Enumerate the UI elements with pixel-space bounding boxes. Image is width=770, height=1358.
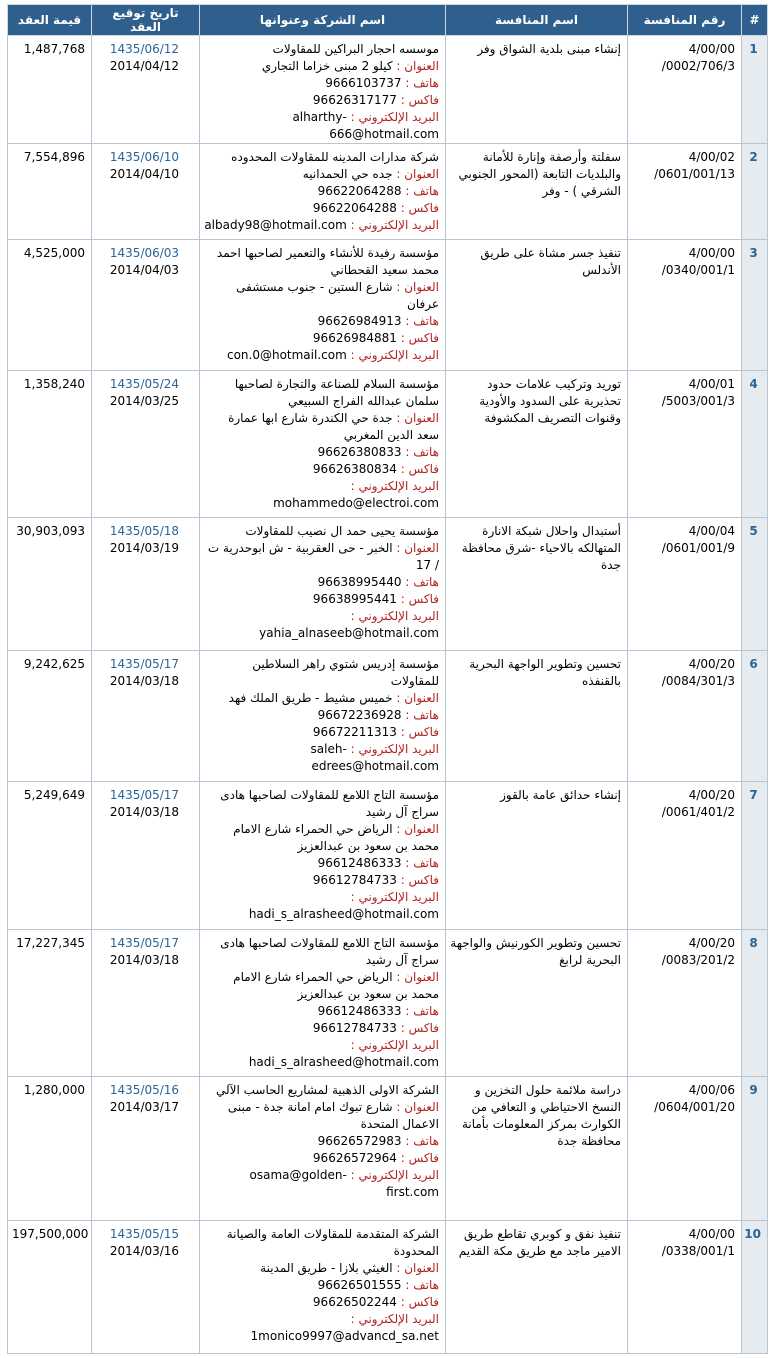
fax-label: فاكس : — [400, 1021, 439, 1035]
company-fax: 96622064288 — [312, 201, 397, 215]
phone-label: هاتف : — [405, 445, 439, 459]
tender-number-cell — [628, 1077, 742, 1221]
email-label: البريد الإلكتروني : — [350, 1038, 439, 1052]
contract-value: 17,227,345 — [8, 930, 92, 1077]
company-fax: 96626502244 — [312, 1295, 397, 1309]
address-label: العنوان : — [396, 970, 439, 984]
tender-number-line: /0601/001/9 — [661, 541, 735, 555]
company-phone: 96672236928 — [317, 708, 402, 722]
company-address: كيلو 2 مبنى خزاما التجاري — [261, 59, 393, 73]
company-fax-line — [204, 1020, 439, 1037]
hijri-date: 1435/06/10 — [109, 150, 180, 164]
tender-name-cell: تنفيذ جسر مشاة على طريق الأندلس — [446, 240, 628, 371]
fax-label: فاكس : — [400, 331, 439, 345]
phone-label: هاتف : — [405, 76, 439, 90]
company-fax: 96626984881 — [312, 331, 397, 345]
company-fax-line — [204, 330, 439, 347]
tender-number-line: 4/00/04 — [688, 524, 735, 538]
table-row — [8, 782, 768, 930]
table-row — [8, 518, 768, 651]
company-fax: 96626380834 — [312, 462, 397, 476]
tender-number-line: 4/00/01 — [688, 377, 735, 391]
tender-number-line: 4/00/00 — [688, 1227, 735, 1241]
company-email[interactable]: mohammedo@electroi.com — [273, 496, 439, 510]
email-label: البريد الإلكتروني : — [350, 742, 439, 756]
row-index: 5 — [742, 518, 768, 651]
table-row — [8, 1077, 768, 1221]
tender-number-line: /0601/001/13 — [654, 167, 735, 181]
company-phone-line — [204, 444, 439, 461]
sign-date-cell — [92, 144, 200, 240]
header-tender-name[interactable]: اسم المنافسة — [446, 5, 628, 36]
fax-label: فاكس : — [400, 93, 439, 107]
fax-label: فاكس : — [400, 462, 439, 476]
company-email[interactable]: 1monico9997@advancd_sa.net — [250, 1329, 439, 1343]
sign-date-cell — [92, 651, 200, 782]
company-fax: 96612784733 — [312, 1021, 397, 1035]
tender-number-line: /0061/401/2 — [661, 805, 735, 819]
table-body — [8, 36, 768, 1354]
fax-label: فاكس : — [400, 873, 439, 887]
hijri-date: 1435/05/16 — [109, 1083, 180, 1097]
company-address-line — [204, 821, 439, 855]
contract-value: 4,525,000 — [8, 240, 92, 371]
company-phone: 96622064288 — [317, 184, 402, 198]
hijri-date: 1435/06/03 — [109, 246, 180, 260]
address-label: العنوان : — [396, 691, 439, 705]
company-phone-line — [204, 1277, 439, 1294]
row-index: 7 — [742, 782, 768, 930]
sign-date-cell — [92, 1077, 200, 1221]
gregorian-date: 2014/04/10 — [109, 167, 180, 181]
table-row — [8, 144, 768, 240]
company-address-line — [204, 166, 439, 183]
company-email[interactable]: albady98@hotmail.com — [204, 218, 347, 232]
gregorian-date: 2014/04/03 — [109, 263, 180, 277]
table-row — [8, 930, 768, 1077]
tender-number-cell — [628, 1221, 742, 1354]
tender-name-cell: دراسة ملائمة حلول التخزين و النسخ الاحتياطي و التعافي من الكوارث بمركز المعلومات بأمانة محافظة جدة — [446, 1077, 628, 1221]
company-email-line — [204, 889, 439, 923]
tender-number-cell — [628, 782, 742, 930]
sign-date-cell — [92, 36, 200, 144]
tender-name-cell: إنشاء حدائق عامة بالقوز — [446, 782, 628, 930]
company-address-line — [204, 410, 439, 444]
company-name: مؤسسة يحيى حمد ال نصيب للمقاولات — [245, 524, 439, 538]
company-cell — [200, 651, 446, 782]
company-email[interactable]: con.0@hotmail.com — [226, 348, 347, 362]
hijri-date: 1435/05/15 — [109, 1227, 180, 1241]
company-email-continued[interactable]: 666@hotmail.com — [329, 127, 439, 141]
row-index: 8 — [742, 930, 768, 1077]
hijri-date: 1435/05/17 — [109, 788, 180, 802]
address-label: العنوان : — [396, 1100, 439, 1114]
company-email-line — [204, 608, 439, 642]
table-row — [8, 651, 768, 782]
gregorian-date: 2014/04/12 — [109, 59, 180, 73]
company-email-line — [204, 1311, 439, 1345]
company-fax-line — [204, 200, 439, 217]
sign-date-cell — [92, 1221, 200, 1354]
company-phone: 96626572983 — [317, 1134, 402, 1148]
company-email[interactable]: -alharthy — [292, 110, 347, 124]
company-phone-line — [204, 75, 439, 92]
company-email-line — [204, 478, 439, 512]
company-email-continued[interactable]: first.com — [386, 1185, 439, 1199]
company-address: خميس مشيط - طريق الملك فهد — [228, 691, 393, 705]
tender-name-cell: إنشاء مبنى بلدية الشواق وفر — [446, 36, 628, 144]
phone-label: هاتف : — [405, 575, 439, 589]
tender-name-cell: تحسين وتطوير الكورنيش والواجهة البحرية لرابغ — [446, 930, 628, 1077]
company-phone: 96638995440 — [317, 575, 402, 589]
tender-number-line: /0340/001/1 — [661, 263, 735, 277]
company-name: الشركة الاولى الذهبية لمشاريع الحاسب الآلي — [215, 1083, 439, 1097]
email-label: البريد الإلكتروني : — [350, 218, 439, 232]
company-email[interactable]: yahia_alnaseeb@hotmail.com — [259, 626, 439, 640]
table-row — [8, 1221, 768, 1354]
tender-number-cell — [628, 371, 742, 518]
tender-number-line: 4/00/00 — [688, 42, 735, 56]
email-label: البريد الإلكتروني : — [350, 890, 439, 904]
phone-label: هاتف : — [405, 314, 439, 328]
sign-date-cell — [92, 371, 200, 518]
company-phone: 96626984913 — [317, 314, 402, 328]
tender-number-line: /0084/301/3 — [661, 674, 735, 688]
email-label: البريد الإلكتروني : — [350, 1168, 439, 1182]
tender-number-line: /5003/001/3 — [661, 394, 735, 408]
gregorian-date: 2014/03/18 — [109, 674, 180, 688]
gregorian-date: 2014/03/16 — [109, 1244, 180, 1258]
tender-number-line: 4/00/20 — [688, 936, 735, 950]
company-cell — [200, 371, 446, 518]
company-phone-line — [204, 707, 439, 724]
header-index: # — [742, 5, 768, 36]
company-fax-line — [204, 1294, 439, 1311]
row-index: 9 — [742, 1077, 768, 1221]
gregorian-date: 2014/03/19 — [109, 541, 180, 555]
company-email-line — [204, 109, 439, 126]
company-cell — [200, 518, 446, 651]
contract-value: 9,242,625 — [8, 651, 92, 782]
hijri-date: 1435/05/24 — [109, 377, 180, 391]
contract-value: 7,554,896 — [8, 144, 92, 240]
company-email[interactable]: hadi_s_alrasheed@hotmail.com — [248, 907, 439, 921]
address-label: العنوان : — [396, 280, 439, 294]
company-phone-line — [204, 855, 439, 872]
company-address-line — [204, 969, 439, 1003]
company-address-line — [204, 690, 439, 707]
company-address-line — [204, 58, 439, 75]
gregorian-date: 2014/03/18 — [109, 805, 180, 819]
address-label: العنوان : — [396, 541, 439, 555]
header-sign-date[interactable]: تاريخ توقيع العقد — [92, 5, 200, 36]
company-address-line — [204, 1099, 439, 1133]
header-tender-number[interactable]: رقم المنافسة — [628, 5, 742, 36]
company-address: شارع الستين - جنوب مستشفى عرفان — [236, 280, 439, 311]
phone-label: هاتف : — [405, 856, 439, 870]
sign-date-cell — [92, 930, 200, 1077]
company-phone-line — [204, 1133, 439, 1150]
company-phone: 96626380833 — [317, 445, 402, 459]
sign-date-cell — [92, 240, 200, 371]
company-fax-line — [204, 92, 439, 109]
address-label: العنوان : — [396, 1261, 439, 1275]
company-address: جده حي الحمدانيه — [302, 167, 393, 181]
company-fax: 96638995441 — [312, 592, 397, 606]
company-name: مؤسسة التاج اللامع للمقاولات لصاحبها هادى سراج آل رشيد — [220, 788, 439, 819]
email-label: البريد الإلكتروني : — [350, 609, 439, 623]
tender-number-line: 4/00/02 — [688, 150, 735, 164]
email-label: البريد الإلكتروني : — [350, 1312, 439, 1326]
company-email[interactable]: -saleh — [310, 742, 347, 756]
address-label: العنوان : — [396, 822, 439, 836]
company-address: الرياض حي الحمراء شارع الامام محمد بن سعود بن عبدالعزيز — [233, 822, 439, 853]
company-fax: 96626572964 — [312, 1151, 397, 1165]
table-row — [8, 36, 768, 144]
gregorian-date: 2014/03/18 — [109, 953, 180, 967]
tender-number-line: /0604/001/20 — [654, 1100, 735, 1114]
contract-value: 1,280,000 — [8, 1077, 92, 1221]
tender-number-cell — [628, 36, 742, 144]
tender-number-line: /0338/001/1 — [661, 1244, 735, 1258]
header-company[interactable]: اسم الشركة وعنوانها — [200, 5, 446, 36]
company-cell — [200, 930, 446, 1077]
sign-date-cell — [92, 782, 200, 930]
company-cell — [200, 782, 446, 930]
company-cell — [200, 240, 446, 371]
contract-value: 5,249,649 — [8, 782, 92, 930]
sign-date-cell — [92, 518, 200, 651]
company-phone-line — [204, 1003, 439, 1020]
fax-label: فاكس : — [400, 725, 439, 739]
tender-number-cell — [628, 518, 742, 651]
company-email[interactable]: -osama@golden — [249, 1168, 347, 1182]
table-row — [8, 240, 768, 371]
company-phone: 96612486333 — [317, 1004, 402, 1018]
tender-number-line: 4/00/20 — [688, 788, 735, 802]
company-email-line — [204, 217, 439, 234]
company-address: الغيثي بلازا - طريق المدينة — [260, 1261, 393, 1275]
contract-value: 1,358,240 — [8, 371, 92, 518]
company-email-continued[interactable]: edrees@hotmail.com — [311, 759, 439, 773]
row-index: 3 — [742, 240, 768, 371]
company-cell — [200, 36, 446, 144]
hijri-date: 1435/05/18 — [109, 524, 180, 538]
tender-name-cell: تنفيذ نفق و كوبري تقاطع طريق الامير ماجد مع طريق مكة القديم — [446, 1221, 628, 1354]
table-header-row — [8, 5, 768, 36]
email-label: البريد الإلكتروني : — [350, 110, 439, 124]
company-email-line — [204, 741, 439, 758]
company-email-line — [204, 1037, 439, 1071]
row-index: 2 — [742, 144, 768, 240]
company-address-line — [204, 279, 439, 313]
company-phone: 96612486333 — [317, 856, 402, 870]
phone-label: هاتف : — [405, 1004, 439, 1018]
company-email-line — [204, 347, 439, 364]
address-label: العنوان : — [396, 411, 439, 425]
hijri-date: 1435/05/17 — [109, 657, 180, 671]
company-address-line — [204, 1260, 439, 1277]
company-phone: 96626501555 — [317, 1278, 402, 1292]
company-name: مؤسسة رفيدة للأنشاء والتعمير لصاحبها احمد محمد سعيد القحطاني — [216, 246, 439, 277]
tender-name-cell: سفلتة وأرصفة وإنارة للأمانة والبلديات التابعة (المحور الجنوبي الشرقي ) - وفر — [446, 144, 628, 240]
fax-label: فاكس : — [400, 1295, 439, 1309]
tender-number-line: /0083/201/2 — [661, 953, 735, 967]
tender-name-cell: تحسين وتطوير الواجهة البحرية بالقنفذه — [446, 651, 628, 782]
tender-number-cell — [628, 240, 742, 371]
table-row — [8, 371, 768, 518]
phone-label: هاتف : — [405, 1134, 439, 1148]
phone-label: هاتف : — [405, 1278, 439, 1292]
email-label: البريد الإلكتروني : — [350, 479, 439, 493]
company-fax: 96612784733 — [312, 873, 397, 887]
company-phone-line — [204, 183, 439, 200]
tender-name-cell: توريد وتركيب علامات حدود تحذيرية على السدود والأودية وقنوات التصريف المكشوفة — [446, 371, 628, 518]
company-fax-line — [204, 724, 439, 741]
company-address: الرياض حي الحمراء شارع الامام محمد بن سعود بن عبدالعزيز — [233, 970, 439, 1001]
tender-number-line: /0002/706/3 — [661, 59, 735, 73]
phone-label: هاتف : — [405, 184, 439, 198]
company-fax-line — [204, 461, 439, 478]
gregorian-date: 2014/03/25 — [109, 394, 180, 408]
tender-number-cell — [628, 930, 742, 1077]
gregorian-date: 2014/03/17 — [109, 1100, 180, 1114]
row-index: 10 — [742, 1221, 768, 1354]
company-email-line — [204, 1167, 439, 1184]
tender-number-line: 4/00/20 — [688, 657, 735, 671]
company-name: الشركة المتقدمة للمقاولات العامة والصيانة المحدودة — [226, 1227, 439, 1258]
contract-value: 1,487,768 — [8, 36, 92, 144]
contract-value: 30,903,093 — [8, 518, 92, 651]
company-phone-line — [204, 574, 439, 591]
company-name: مؤسسة السلام للصناعة والتجارة لصاحبها سلمان عبدالله الفراج السبيعي — [234, 377, 439, 408]
company-cell — [200, 1221, 446, 1354]
company-address: جدة حي الكندرة شارع ابها عمارة سعد الدين المغربي — [228, 411, 439, 442]
company-cell — [200, 144, 446, 240]
company-name: موسسه احجار البراكين للمقاولات — [272, 42, 439, 56]
tender-number-cell — [628, 144, 742, 240]
company-cell — [200, 1077, 446, 1221]
phone-label: هاتف : — [405, 708, 439, 722]
company-phone-line — [204, 313, 439, 330]
tender-name-cell: أستبدال واحلال شبكة الانارة المتهالكه بالاحياء -شرق محافظة جدة — [446, 518, 628, 651]
email-label: البريد الإلكتروني : — [350, 348, 439, 362]
address-label: العنوان : — [396, 59, 439, 73]
tender-number-cell — [628, 651, 742, 782]
company-phone: 9666103737 — [325, 76, 402, 90]
fax-label: فاكس : — [400, 201, 439, 215]
address-label: العنوان : — [396, 167, 439, 181]
tender-number-line: 4/00/06 — [688, 1083, 735, 1097]
fax-label: فاكس : — [400, 1151, 439, 1165]
row-index: 4 — [742, 371, 768, 518]
company-address-line — [204, 540, 439, 574]
tender-number-line: 4/00/00 — [688, 246, 735, 260]
company-fax: 96672211313 — [312, 725, 397, 739]
company-fax-line — [204, 1150, 439, 1167]
company-name: شركة مدارات المدينه للمقاولات المحدوده — [231, 150, 439, 164]
company-email[interactable]: hadi_s_alrasheed@hotmail.com — [248, 1055, 439, 1069]
hijri-date: 1435/05/17 — [109, 936, 180, 950]
company-name: مؤسسة إدريس شتوي راهر السلاطين للمقاولات — [252, 657, 439, 688]
company-name: مؤسسة التاج اللامع للمقاولات لصاحبها هادى سراج آل رشيد — [220, 936, 439, 967]
hijri-date: 1435/06/12 — [109, 42, 180, 56]
company-fax: 96626317177 — [312, 93, 397, 107]
header-value[interactable]: قيمة العقد — [8, 5, 92, 36]
company-fax-line — [204, 872, 439, 889]
contracts-table — [7, 4, 768, 1354]
company-address: الخبر - حى العقربية - ش ابوحدرية ت / 17 — [207, 541, 439, 572]
row-index: 6 — [742, 651, 768, 782]
contract-value: 197,500,000 — [8, 1221, 92, 1354]
row-index: 1 — [742, 36, 768, 144]
fax-label: فاكس : — [400, 592, 439, 606]
company-fax-line — [204, 591, 439, 608]
company-address: شارع تبوك امام امانة جدة - مبنى الاعمال المتحدة — [227, 1100, 439, 1131]
